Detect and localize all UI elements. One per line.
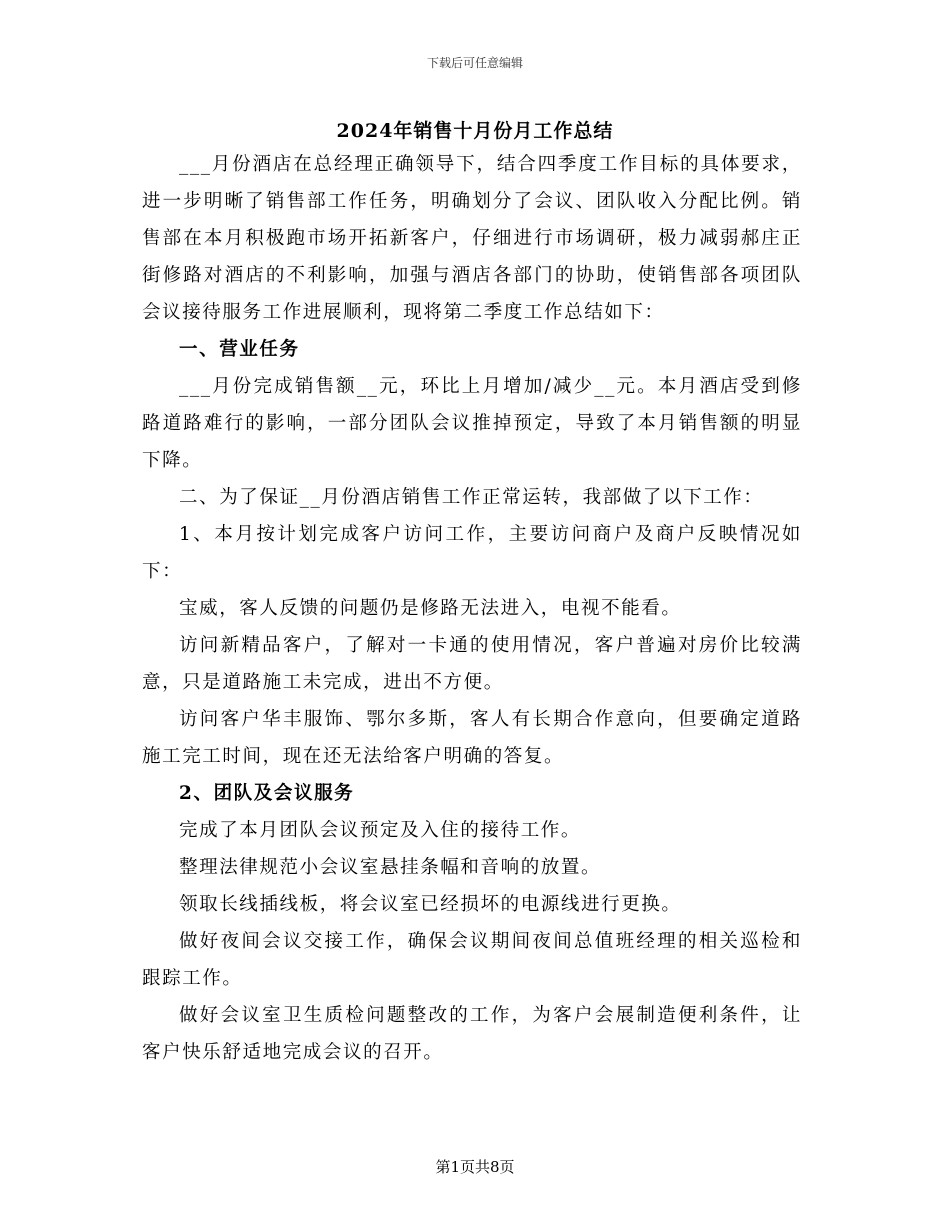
business-paragraph: ___月份完成销售额__元，环比上月增加/减少__元。本月酒店受到修路道路难行的影响，一部分团队会议推掉预定，导致了本月销售额的明显下降。: [142, 376, 802, 471]
section-heading-meetings: 2、团队及会议服务: [179, 783, 355, 804]
section-heading-work: 二、为了保证__月份酒店销售工作正常运转，我部做了以下工作：: [179, 487, 764, 508]
visit-item-huafeng: 访问客户华丰服饰、鄂尔多斯，客人有长期合作意向，但要确定道路施工完工时间，现在还无法给客户明确的答复。: [142, 709, 802, 767]
meeting-item-1: 完成了本月团队会议预定及入住的接待工作。: [179, 820, 582, 841]
meeting-item-4: 做好夜间会议交接工作，确保会议期间夜间总值班经理的相关巡检和跟踪工作。: [142, 931, 802, 989]
meeting-item-5: 做好会议室卫生质检问题整改的工作，为客户会展制造便利条件，让客户快乐舒适地完成会议的召开。: [142, 1005, 802, 1063]
visits-paragraph: 1、本月按计划完成客户访问工作，主要访问商户及商户反映情况如下：: [142, 524, 802, 582]
header-note: 下载后可任意编辑: [426, 56, 523, 70]
visit-item-jingpin: 访问新精品客户，了解对一卡通的使用情况，客户普遍对房价比较满意，只是道路施工未完成，进出不方便。: [142, 635, 802, 693]
document-body: [142, 146, 802, 1071]
meeting-item-3: 领取长线插线板，将会议室已经损坏的电源线进行更换。: [179, 894, 682, 915]
document-title: 2024年销售十月份月工作总结: [336, 120, 614, 142]
section-heading-business: 一、营业任务: [179, 339, 300, 360]
intro-paragraph: ___月份酒店在总经理正确领导下，结合四季度工作目标的具体要求，进一步明晰了销售部工作任务，明确划分了会议、团队收入分配比例。销售部在本月积极跑市场开拓新客户，仔细进行市场调研，极力减弱郝庄正街修路对酒店的不利影响，加强与酒店各部门的协助，使销售部各项团队会议接待服务工作进展顺利，现将第二季度工作总结如下：: [142, 154, 802, 323]
page-footer: 第1页共8页: [435, 1158, 515, 1176]
meeting-item-2: 整理法律规范小会议室悬挂条幅和音响的放置。: [179, 857, 602, 878]
visit-item-baowei: 宝威，客人反馈的问题仍是修路无法进入，电视不能看。: [179, 598, 682, 619]
